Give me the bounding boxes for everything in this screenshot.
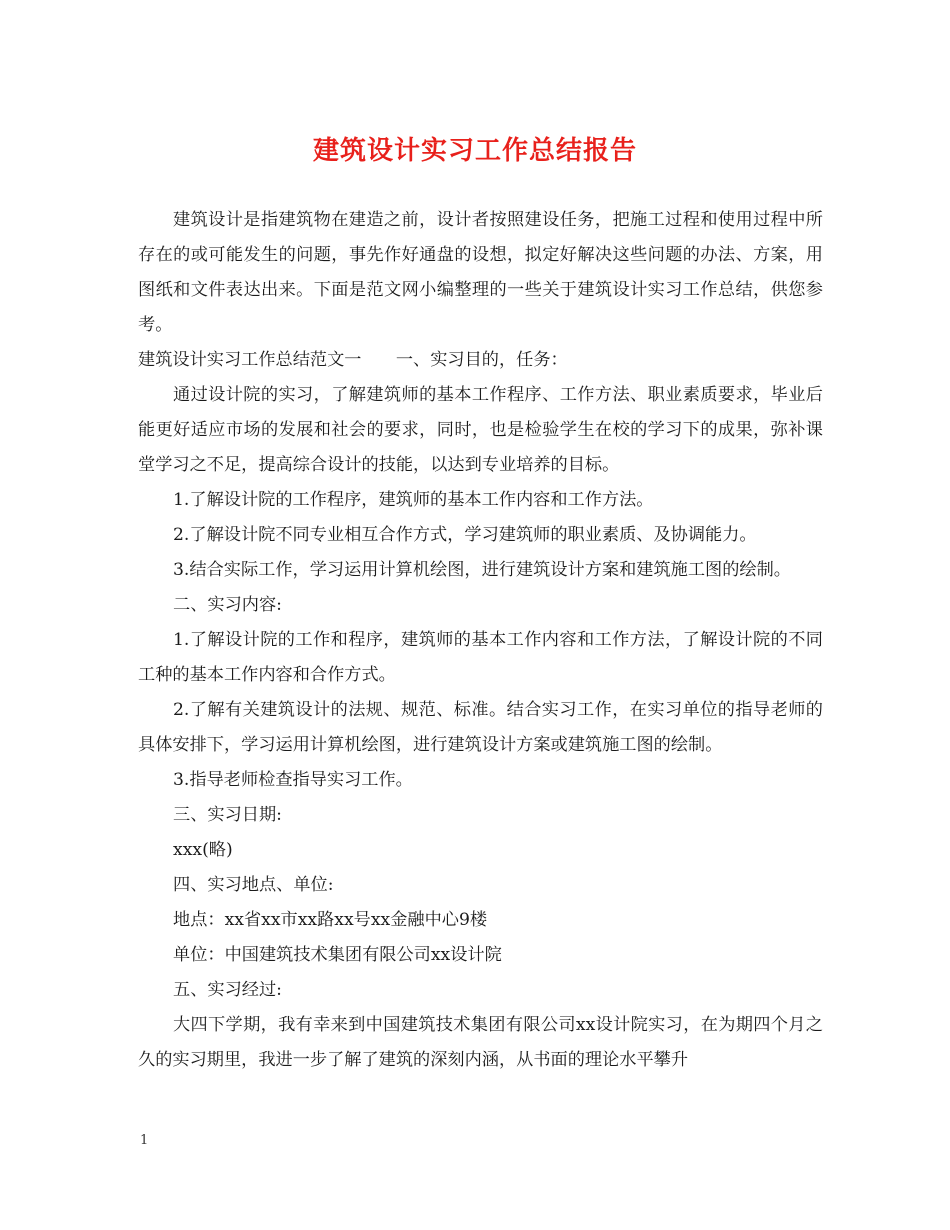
paragraph-heading: 三、实习日期: — [173, 805, 282, 825]
paragraph-section-heading: 建筑设计实习工作总结范文一 一、实习目的，任务： — [138, 350, 568, 370]
paragraph-item: 2.了解有关建筑设计的法规、规范、标准。结合实习工作，在实习单位的指导老师的具体安排下，学习运用计算机绘图，进行建筑设计方案或建筑施工图的绘制。 — [138, 700, 823, 755]
paragraph-experience: 大四下学期，我有幸来到中国建筑技术集团有限公司xx设计院实习，在为期四个月之久的实习期里，我进一步了解了建筑的深刻内涵，从书面的理论水平攀升 — [138, 1015, 823, 1070]
paragraph-heading: 四、实习地点、单位: — [173, 875, 334, 895]
paragraph-location: 地点：xx省xx市xx路xx号xx金融中心9楼 — [173, 910, 488, 930]
paragraph-item: 3.结合实际工作，学习运用计算机绘图，进行建筑设计方案和建筑施工图的绘制。 — [173, 560, 791, 580]
paragraph-date: xxx(略) — [173, 840, 233, 860]
paragraph-item: 3.指导老师检查指导实习工作。 — [173, 770, 413, 790]
paragraph-purpose: 通过设计院的实习，了解建筑师的基本工作程序、工作方法、职业素质要求，毕业后能更好适应市场的发展和社会的要求，同时，也是检验学生在校的学习下的成果，弥补课堂学习之不足，提高综合设计的技能，以达到专业培养的目标。 — [138, 385, 823, 475]
document-title: 建筑设计实习工作总结报告 — [312, 136, 637, 166]
paragraph-unit: 单位：中国建筑技术集团有限公司xx设计院 — [173, 945, 502, 965]
paragraph-heading: 五、实习经过: — [173, 980, 282, 1000]
page-number: 1 — [140, 1133, 149, 1148]
paragraph-item: 1.了解设计院的工作和程序，建筑师的基本工作内容和工作方法，了解设计院的不同工种的基本工作内容和合作方式。 — [138, 630, 823, 685]
paragraph-heading: 二、实习内容: — [173, 595, 282, 615]
document-body — [138, 203, 823, 1078]
paragraph-item: 1.了解设计院的工作程序，建筑师的基本工作内容和工作方法。 — [173, 490, 654, 510]
paragraph-item: 2.了解设计院不同专业相互合作方式，学习建筑师的职业素质、及协调能力。 — [173, 525, 757, 545]
paragraph-intro: 建筑设计是指建筑物在建造之前，设计者按照建设任务，把施工过程和使用过程中所存在的或可能发生的问题，事先作好通盘的设想，拟定好解决这些问题的办法、方案，用图纸和文件表达出来。下面是范文网小编整理的一些关于建筑设计实习工作总结，供您参考。 — [138, 210, 823, 335]
